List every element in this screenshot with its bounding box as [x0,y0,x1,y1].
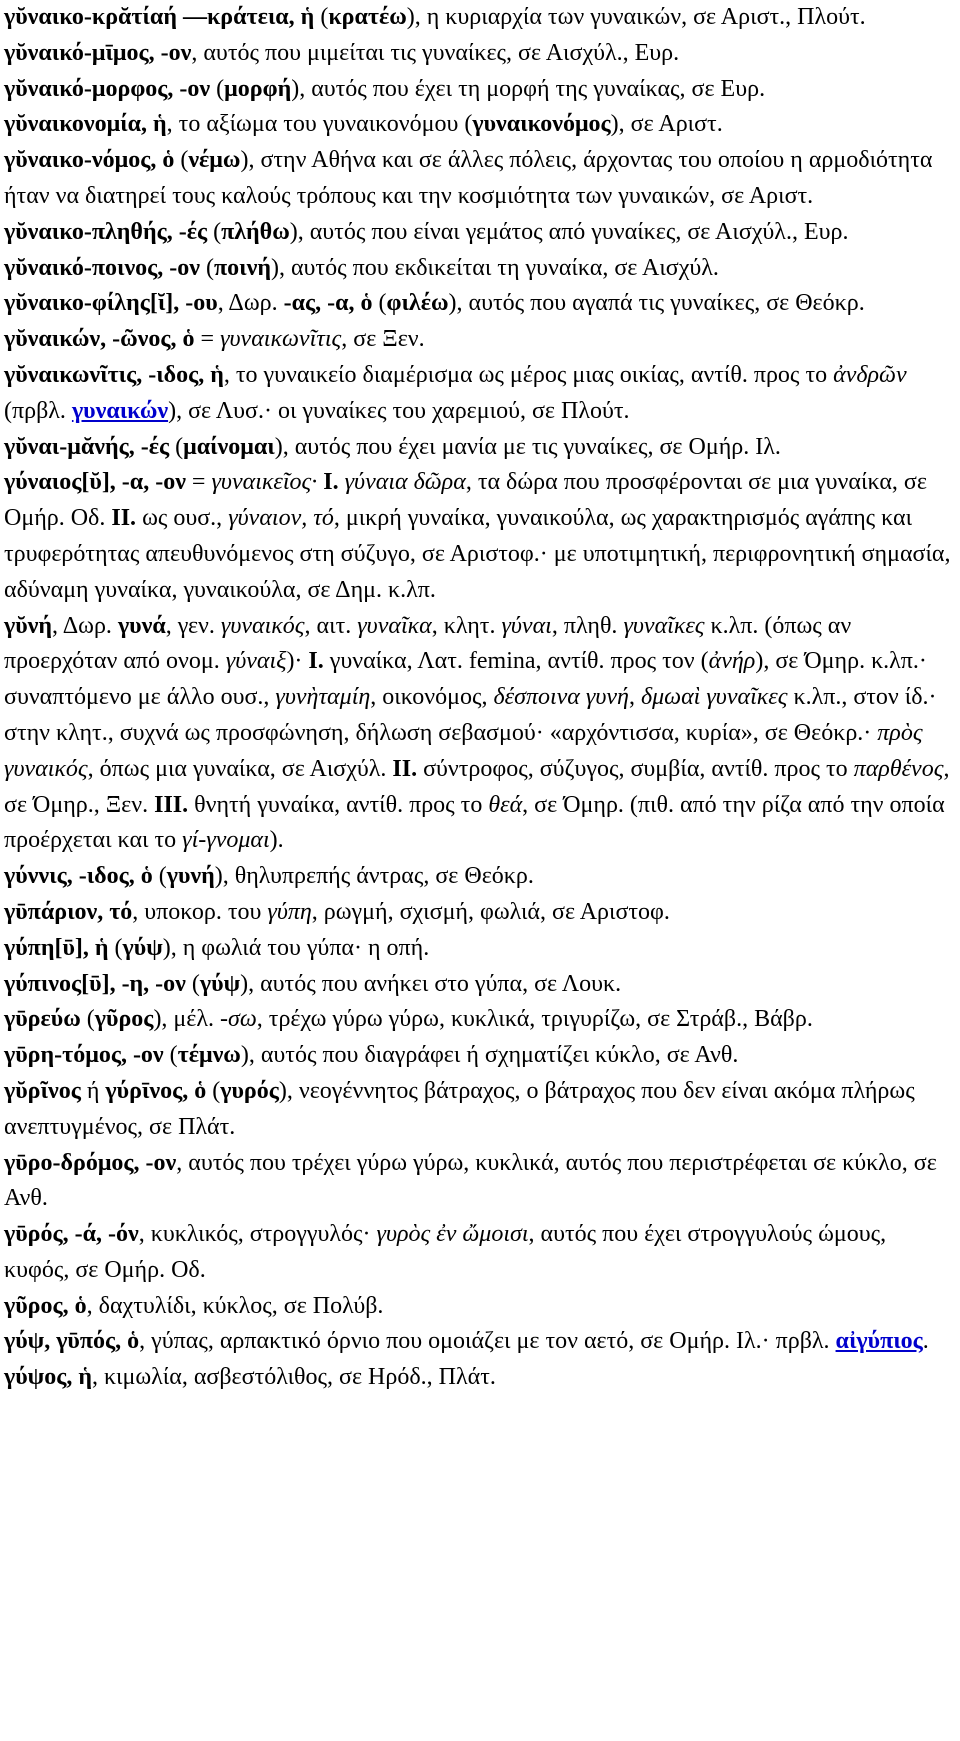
dictionary-entry-gynaikon [4,322,954,358]
italic-form-text: δέσποινα γυνή [493,684,629,711]
headword-text: γύρῑνος, ὁ [105,1077,207,1104]
definition-text: )· [286,648,309,675]
definition-text: ), αυτός που είναι γεμάτος από γυναίκες, σε Αισχύλ., Ευρ. [289,218,849,245]
headword-text: ποινή [214,254,271,281]
headword-text: γύπινος[ῡ], -η, -ον [4,970,186,997]
definition-text: ( [207,218,222,245]
dictionary-entry-gynaikomimos [4,36,954,72]
headword-text: γύννις, -ιδος, ὁ [4,863,153,890]
headword-text: γύναιος[ῠ], -α, -ον [4,469,186,496]
dictionary-entry-gyros_noun [4,1289,954,1325]
definition-text: γυναίκα, Λατ. femina, αντίθ. προς τον ( [323,648,709,675]
dictionary-entry-gyros_adj [4,1217,954,1289]
definition-text: ( [80,1006,95,1033]
headword-text: γῠναικωνῖτις, -ιδος, ἡ [4,361,224,388]
dictionary-entry-gypi [4,931,954,967]
headword-text: γῠναικό-μῑμος, -ον [4,39,192,66]
headword-text: γῠνή [4,612,53,639]
definition-text: ως ουσ., [136,505,229,532]
definition-text: (πρβλ. [4,397,72,424]
dictionary-entry-gyps [4,1324,954,1360]
headword-text: τέμνω [177,1042,241,1069]
headword-text: γυνά [117,612,166,639]
headword-text: γυναικονόμος [472,111,611,138]
definition-text: , σε Όμηρ. (πιθ. από την ρίζα από την οποία προέρχεται και το [4,791,945,854]
dictionary-entry-gynaikopoinos [4,251,954,287]
definition-text: , δαχτυλίδι, κύκλος, σε Πολύβ. [86,1292,384,1319]
definition-text: ( [185,970,200,997]
definition-text: ή [80,1077,106,1104]
definition-text: ), αυτός που ανήκει στο γύπα, σε Λουκ. [240,970,622,997]
dictionary-entry-gyrinos [4,1074,954,1146]
dictionary-entry-gyrodromos [4,1146,954,1218]
headword-text: γῡρός, -ά, -όν [4,1221,139,1248]
headword-text: κρατέω [328,4,407,30]
italic-form-text: γυναικωνῖτις [220,326,342,353]
dictionary-entry-gyparion [4,895,954,931]
cross-reference-link[interactable]: αἰγύπιος [835,1328,923,1355]
headword-text: γύψ, γῡπός, ὁ [4,1328,140,1355]
headword-text: γῠναικονομία, ἡ [4,111,167,138]
italic-form-text: γύπη [267,898,312,925]
italic-form-text: γυρὸς ἐν ὤμοισι [376,1221,529,1248]
headword-text: γῡρη-τόμος, -ον [4,1042,164,1069]
dictionary-entry-gynaikomorfos [4,72,954,108]
definition-text: , αυτός που μιμείται τις γυναίκες, σε Αισχύλ., Ευρ. [191,39,680,66]
dictionary-entry-gyretomos [4,1038,954,1074]
italic-form-text: γύναια δῶρα [344,469,466,496]
definition-text: ), αυτός που διαγράφει ή σχηματίζει κύκλο, σε Ανθ. [240,1042,739,1069]
definition-text: ), σε Αριστ. [610,111,723,138]
italic-form-text: γυναικός [220,612,305,639]
definition-text: , σε Όμηρ., Ξεν. [4,755,950,818]
definition-text: θνητή γυναίκα, αντίθ. προς το [188,791,489,818]
italic-form-text: γί-γνομαι [182,827,270,854]
headword-text: γῠρῖνος [4,1077,81,1104]
headword-text: γυρός [220,1077,279,1104]
definition-text: , Δωρ. [217,290,284,317]
dictionary-entry-gynaikonitis [4,358,954,430]
italic-form-text: θεά [488,791,523,818]
headword-text: γῠναι-μᾰνής, -ές [4,433,170,460]
headword-text: γῡρο-δρόμος, -ον [4,1149,177,1176]
definition-text: ), σε Όμηρ. κ.λπ.· συναπτόμενο με άλλο ουσ., [4,648,927,711]
italic-form-text: γυναῖκες [623,612,705,639]
italic-form-text: πρὸς γυναικός [4,719,923,782]
italic-form-text: γυναικεῖος· [211,469,318,496]
definition-text: ), αυτός που εκδικείται τη γυναίκα, σε Αισχύλ. [270,254,719,281]
headword-text: φιλέω [386,290,449,317]
definition-text: κ.λπ., στον ίδ.· στην κλητ., συχνά ως προσφώνηση, δήλωση σεβασμού· «αρχόντισσα, κυρία», σε Θεόκρ.· [4,684,937,746]
italic-form-text: ἀνδρῶν [833,361,907,388]
dictionary-entry-gynaikofilis [4,286,954,322]
definition-text: = [185,469,212,496]
definition-text: , γύπας, αρπακτικό όρνιο που ομοιάζει με τον αετό, σε Ομήρ. Ιλ.· πρβλ. [139,1328,836,1355]
definition-text: , αιτ. [304,612,358,639]
definition-text: , αυτός που έχει στρογγυλούς ώμους, κυφός, σε Ομήρ. Οδ. [4,1221,887,1283]
italic-form-text: γυναῖκα [357,612,432,639]
dictionary-entry-gynaios [4,465,954,608]
definition-text: ), θηλυπρεπής άντρας, σε Θεόκρ. [214,863,534,890]
headword-text: I. [308,648,324,675]
definition-text: , το γυναικείο διαμέρισμα ως μέρος μιας οικίας, αντίθ. προς το [223,361,834,388]
definition-text: ( [108,934,123,961]
italic-form-text: γύναι [501,612,552,639]
italic-form-text: ἀνήρ [708,648,756,675]
headword-text: γύψ [199,970,241,997]
definition-text: ), αυτός που έχει μανία με τις γυναίκες, σε Ομήρ. Ιλ. [274,433,781,460]
definition-text: ( [163,1042,178,1069]
definition-text: , Δωρ. [52,612,118,639]
headword-text: γῦρος, ὁ [4,1292,87,1319]
definition-text: ( [174,147,189,174]
definition-text: , υποκορ. του [132,898,268,925]
headword-text: -ας, -α, ὁ [283,290,373,317]
definition-text: ), η κυριαρχία των γυναικών, σε Αριστ., Πλούτ. [406,4,866,30]
definition-text: , οικονόμος, [370,684,494,711]
italic-form-text: γύναιξ [225,648,287,675]
definition-text: , κλητ. [431,612,502,639]
definition-text: , γεν. [165,612,221,639]
headword-text: γύπη[ῡ], ἡ [4,934,109,961]
headword-text: γῠναικό-ποινος, -ον [4,254,201,281]
headword-text: III. [154,791,189,818]
definition-text: ), μέλ. [153,1006,221,1033]
definition-text: , [628,684,641,711]
italic-form-text: γυνὴταμίη [275,684,371,711]
definition-text: , όπως μια γυναίκα, σε Αισχύλ. [87,755,393,782]
definition-text: ), νεογέννητος βάτραχος, ο βάτραχος που δεν είναι ακόμα πλήρως ανεπτυγμένος, σε Πλάτ. [4,1077,915,1140]
dictionary-entry-gynaimanis [4,430,954,466]
definition-text: , πληθ. [551,612,624,639]
headword-text: γῦρος [94,1006,154,1033]
headword-text: γῠναικο-νόμος, ὁ [4,147,175,174]
headword-text: γῡρεύω [4,1006,81,1033]
definition-text: , το αξίωμα του γυναικονόμου ( [166,111,473,138]
definition-text: ), αυτός που αγαπά τις γυναίκες, σε Θεόκρ. [448,290,865,317]
definition-text: ), σε Λυσ.· οι γυναίκες του χαρεμιού, σε Πλούτ. [168,397,630,424]
dictionary-entry-gynaikoplithis [4,215,954,251]
headword-text: γῠναικο-κρᾰτίαή —κράτεια, ἡ [4,4,315,30]
definition-text: ( [210,75,225,102]
headword-text: μορφή [224,75,292,102]
headword-text: γυνή [166,863,215,890]
definition-text: , ρωγμή, σχισμή, φωλιά, σε Αριστοφ. [311,898,670,925]
definition-text: = [194,326,221,353]
definition-text: ), αυτός που έχει τη μορφή της γυναίκας, σε Ευρ. [291,75,766,102]
headword-text: μαίνομαι [183,433,275,460]
italic-form-text: γύναιον, τό [228,505,334,532]
definition-text: κ.λπ. (όπως αν προερχόταν από ονομ. [4,612,852,675]
headword-text: II. [392,755,418,782]
dictionary-entry-gypinos [4,967,954,1003]
definition-text: ( [152,863,167,890]
definition-text: ), στην Αθήνα και σε άλλες πόλεις, άρχοντας του οποίου η αρμοδιότητα ήταν να διατηρεί τους καλούς τρόπους και την κοσμιότητα των γυναικών, σε Αριστ. [4,147,933,209]
definition-text: , αυτός που τρέχει γύρω γύρω, κυκλικά, αυτός που περιστρέφεται σε κύκλο, σε Ανθ. [4,1149,937,1212]
headword-text: πλήθω [221,218,290,245]
dictionary-entry-gyni [4,609,954,860]
headword-text: I. [323,469,339,496]
definition-text: , κυκλικός, στρογγυλός· [138,1221,377,1248]
headword-text: γῠναικο-φίλης[ῐ], -ου [4,290,218,317]
definition-text: , τα δώρα που προσφέρονται σε μια γυναίκα, σε Ομήρ. Οδ. [4,469,927,532]
dictionary-entry-gynaikonomia [4,107,954,143]
definition-text: , σε Ξεν. [341,326,425,353]
headword-text: γῠναικό-μορφος, -ον [4,75,211,102]
headword-text: γῠναικο-πληθής, -ές [4,218,208,245]
definition-text: . [922,1328,929,1355]
dictionary-entry-gyreyo [4,1002,954,1038]
headword-text: γύψ [122,934,163,961]
italic-form-text: -σω [220,1006,257,1033]
definition-text: ( [314,4,329,30]
definition-text: ( [200,254,215,281]
definition-text: ( [169,433,184,460]
dictionary-entry-gypsos [4,1360,954,1396]
definition-text: ). [269,827,284,854]
cross-reference-link[interactable]: γυναικών [71,397,169,424]
definition-text: , μικρή γυναίκα, γυναικούλα, ως χαρακτηρισμός αγάπης και τρυφερότητας απευθυνόμενος στη σύζυγο, σε Αριστοφ.· με υποτιμητική, περιφρονητική σημασία, αδύναμη γυναίκα, γυναικούλα, σε Δημ. κ.λπ. [4,505,951,603]
headword-text: II. [111,505,137,532]
definition-text: , τρέχω γύρω γύρω, κυκλικά, τριγυρίζω, σε Στράβ., Βάβρ. [256,1006,813,1033]
dictionary-entry-gynaikokrateia [4,0,954,36]
headword-text: γῡπάριον, τό [4,898,133,925]
definition-text: ( [372,290,387,317]
definition-text: σύντροφος, σύζυγος, συμβία, αντίθ. προς το [417,755,854,782]
definition-text: , κιμωλία, ασβεστόλιθος, σε Ηρόδ., Πλάτ. [91,1364,496,1391]
definition-text: ( [206,1077,221,1104]
italic-form-text: δμωαὶ γυναῖκες [640,684,788,711]
headword-text: γύψος, ἡ [4,1364,92,1391]
dictionary-entry-gynaikonomos [4,143,954,215]
headword-text: νέμω [188,147,241,174]
definition-text: ), η φωλιά του γύπα· η οπή. [162,934,430,961]
headword-text: γῠναικών, -ῶνος, ὁ [4,326,195,353]
dictionary-entry-gynnis [4,859,954,895]
italic-form-text: παρθένος [853,755,944,782]
